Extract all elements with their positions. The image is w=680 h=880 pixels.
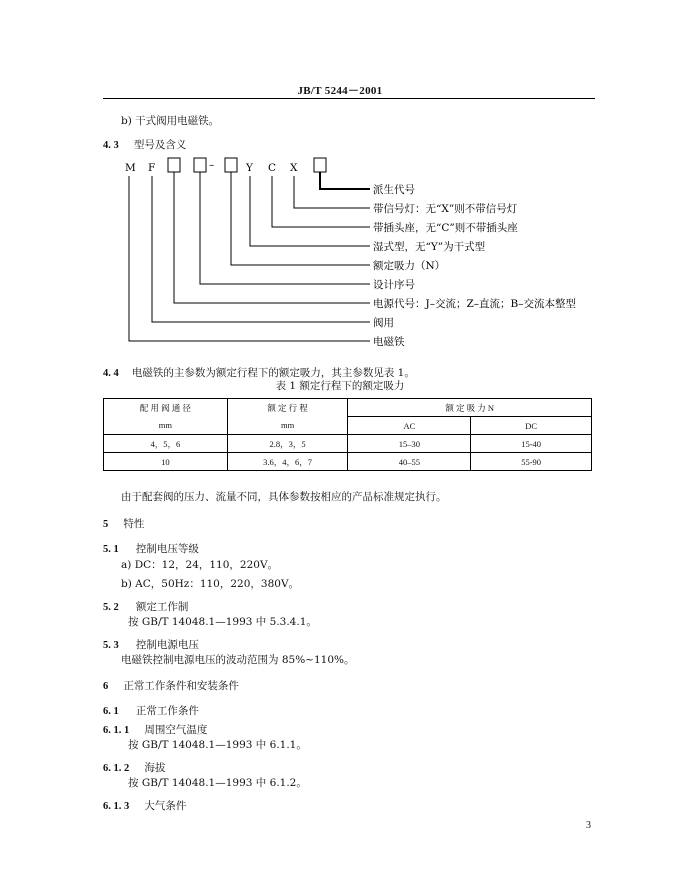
section-number: 4. 3 bbox=[103, 140, 119, 151]
section-number: 4. 4 bbox=[103, 368, 119, 379]
header-rated-stroke: 额 定 行 程 bbox=[227, 399, 348, 417]
section-title: 大气条件 bbox=[144, 800, 187, 812]
voltage-dc-item: a) DC：12，24，110，220V。 bbox=[121, 559, 279, 571]
code-box-derived bbox=[314, 158, 326, 172]
section-number: 6. 1. 3 bbox=[103, 801, 130, 812]
section-title: 海拔 bbox=[144, 762, 166, 774]
note-paragraph: 由于配套阀的压力、流量不同，具体参数按相应的产品标准规定执行。 bbox=[121, 491, 447, 503]
table-caption: 表 1 额定行程下的额定吸力 bbox=[275, 380, 405, 392]
cell-dc: 15-40 bbox=[471, 435, 592, 453]
label-design-serial: 设计序号 bbox=[373, 279, 415, 291]
cell-diameter: 4，5，6 bbox=[104, 435, 228, 453]
code-dash: – bbox=[209, 159, 215, 171]
item-b-text: b) 干式阀用电磁铁。 bbox=[121, 115, 220, 127]
section-number: 6 bbox=[103, 681, 109, 692]
label-valve-use: 阀用 bbox=[373, 317, 394, 329]
cell-ac: 15–30 bbox=[348, 435, 471, 453]
voltage-ac-item: b) AC，50Hz：110，220，380V。 bbox=[121, 578, 300, 590]
rated-force-table bbox=[103, 398, 592, 471]
page-number: 3 bbox=[586, 820, 591, 831]
section-text: 电磁铁的主参数为额定行程下的额定吸力，其主参数见表 1。 bbox=[131, 367, 415, 379]
section-5-1-heading bbox=[103, 537, 199, 556]
table-row bbox=[104, 435, 592, 453]
section-number: 5. 2 bbox=[103, 602, 119, 613]
section-title: 周围空气温度 bbox=[144, 724, 208, 736]
code-letter-m: M bbox=[125, 162, 136, 174]
label-plug-socket: 带插头座，无“C”则不带插头座 bbox=[373, 222, 518, 234]
section-title: 控制电压等级 bbox=[135, 543, 199, 555]
section-6-1-2-text: 按 GB/T 14048.1—1993 中 6.1.2。 bbox=[128, 777, 307, 789]
section-6-1-3-heading bbox=[103, 794, 186, 813]
section-5-2-text: 按 GB/T 14048.1—1993 中 5.3.4.1。 bbox=[128, 616, 317, 628]
section-number: 5 bbox=[103, 519, 109, 530]
section-title: 特性 bbox=[123, 518, 145, 530]
section-6-1-1-heading bbox=[103, 718, 207, 737]
code-letter-c: C bbox=[268, 162, 277, 174]
table-row bbox=[104, 453, 592, 471]
cell-ac: 40–55 bbox=[348, 453, 471, 471]
section-5-3-heading bbox=[103, 633, 199, 652]
section-title: 控制电源电压 bbox=[135, 639, 199, 651]
section-number: 5. 1 bbox=[103, 544, 119, 555]
section-title: 正常工作条件和安装条件 bbox=[123, 680, 239, 692]
code-box-power bbox=[168, 158, 180, 172]
header-rated-force: 额 定 吸 力 N bbox=[348, 399, 592, 417]
document-header: JB/T 5244－2001 bbox=[297, 85, 383, 97]
section-number: 6. 1. 2 bbox=[103, 763, 130, 774]
cell-dc: 55-90 bbox=[471, 453, 592, 471]
cell-diameter: 10 bbox=[104, 453, 228, 471]
section-5-heading bbox=[103, 512, 144, 531]
section-title: 正常工作条件 bbox=[135, 705, 199, 717]
section-number: 6. 1. 1 bbox=[103, 725, 130, 736]
cell-stroke: 2.8，3，5 bbox=[227, 435, 348, 453]
section-6-1-1-text: 按 GB/T 14048.1—1993 中 6.1.1。 bbox=[128, 739, 307, 751]
label-derived-code: 派生代号 bbox=[373, 184, 415, 196]
header-dc: DC bbox=[471, 417, 592, 435]
code-box-design bbox=[194, 158, 206, 172]
section-number: 5. 3 bbox=[103, 640, 119, 651]
section-6-1-heading bbox=[103, 699, 199, 718]
header-ac: AC bbox=[348, 417, 471, 435]
section-title: 型号及含义 bbox=[133, 139, 187, 151]
section-6-heading bbox=[103, 674, 239, 693]
section-number: 6. 1 bbox=[103, 706, 119, 717]
label-electromagnet: 电磁铁 bbox=[373, 336, 405, 348]
label-wet-type: 湿式型，无“Y”为干式型 bbox=[373, 241, 486, 253]
code-letter-y: Y bbox=[246, 162, 253, 174]
code-box-force bbox=[225, 158, 237, 172]
header-valve-diameter: 配 用 阀 通 径 bbox=[104, 399, 228, 417]
code-letter-x: X bbox=[290, 162, 298, 174]
code-letter-f: F bbox=[148, 162, 156, 174]
section-6-1-2-heading bbox=[103, 756, 165, 775]
label-power-code: 电源代号：J–交流；Z–直流；B–交流本整型 bbox=[373, 298, 576, 310]
label-rated-force: 额定吸力（N） bbox=[373, 260, 446, 272]
section-5-3-text: 电磁铁控制电源电压的波动范围为 85%~110%。 bbox=[121, 654, 355, 666]
cell-stroke: 3.6，4，6，7 bbox=[227, 453, 348, 471]
label-signal-lamp: 带信号灯：无“X”则不带信号灯 bbox=[373, 203, 518, 215]
section-title: 额定工作制 bbox=[135, 601, 189, 613]
unit-rated-stroke: mm bbox=[227, 417, 348, 435]
unit-valve-diameter: mm bbox=[104, 417, 228, 435]
section-5-2-heading bbox=[103, 595, 188, 614]
